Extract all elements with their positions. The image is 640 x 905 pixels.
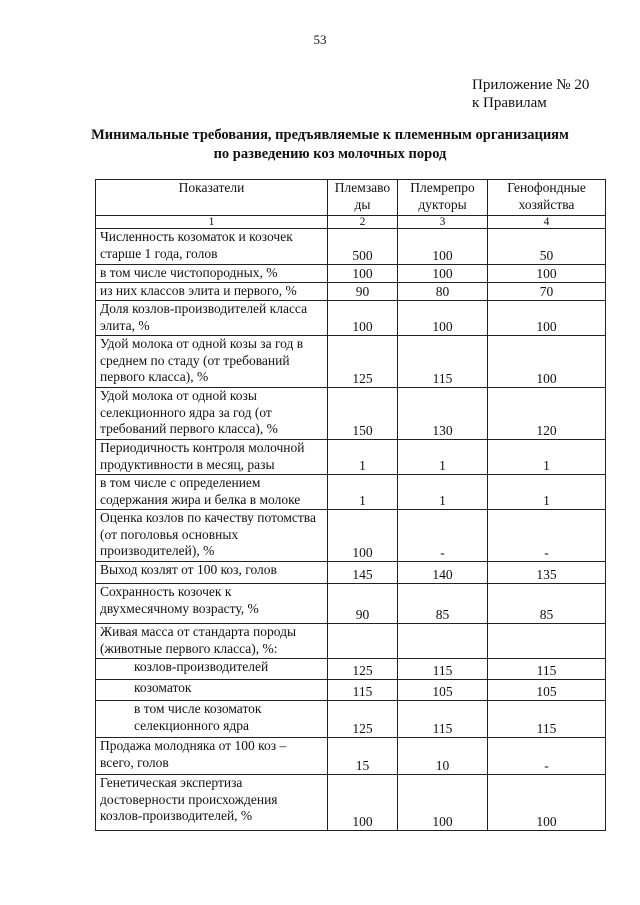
table-row: [96, 659, 606, 680]
row-label: Доля козлов-производителей класса элита, %: [96, 301, 328, 336]
row-label: Генетическая экспертиза достоверности происхождения козлов-производителей, %: [96, 775, 328, 831]
cell-value: 85: [398, 584, 488, 624]
cell-value: 115: [398, 659, 488, 680]
column-number: 2: [328, 216, 398, 229]
column-header-breeding-plants: Племзаво ды: [328, 180, 398, 216]
cell-value: 100: [398, 265, 488, 283]
cell-value: 15: [328, 738, 398, 775]
row-label: в том числе с определением содержания жира и белка в молоке: [96, 475, 328, 510]
cell-value: 1: [398, 475, 488, 510]
cell-value: 105: [398, 680, 488, 701]
cell-value: 90: [328, 283, 398, 301]
cell-value: 100: [328, 510, 398, 562]
cell-value: 115: [328, 680, 398, 701]
cell-value: -: [488, 510, 606, 562]
cell-value: [328, 624, 398, 659]
cell-value: 130: [398, 388, 488, 440]
row-label: Живая масса от стандарта породы (животные первого класса), %:: [96, 624, 328, 659]
cell-value: 1: [488, 440, 606, 475]
appendix-line-2: к Правилам: [472, 95, 547, 111]
cell-value: 135: [488, 562, 606, 584]
cell-value: 1: [488, 475, 606, 510]
cell-value: 100: [328, 775, 398, 831]
cell-value: 1: [398, 440, 488, 475]
cell-value: 100: [488, 336, 606, 388]
page-number: 53: [313, 32, 327, 47]
cell-value: 105: [488, 680, 606, 701]
cell-value: 125: [328, 701, 398, 738]
cell-value: -: [398, 510, 488, 562]
column-header-gene-pool-farms: Генофондные хозяйства: [488, 180, 606, 216]
cell-value: 80: [398, 283, 488, 301]
table-row: [96, 701, 606, 738]
cell-value: 125: [328, 659, 398, 680]
cell-value: 100: [488, 301, 606, 336]
cell-value: 100: [328, 265, 398, 283]
table-header-row: [96, 180, 606, 216]
cell-value: -: [488, 738, 606, 775]
table-row: [96, 624, 606, 659]
table-row: [96, 283, 606, 301]
document-title: [80, 126, 580, 164]
cell-value: 100: [398, 229, 488, 265]
column-number: 4: [488, 216, 606, 229]
cell-value: 120: [488, 388, 606, 440]
cell-value: 115: [488, 701, 606, 738]
document-title-line-1: Минимальные требования, предъявляемые к племенным организациям: [91, 127, 569, 143]
table-row: [96, 301, 606, 336]
cell-value: 100: [488, 775, 606, 831]
table-row: [96, 562, 606, 584]
cell-value: 90: [328, 584, 398, 624]
table-row: [96, 388, 606, 440]
cell-value: 100: [398, 775, 488, 831]
column-header-indicators: Показатели: [96, 180, 328, 216]
row-label: Численность козоматок и козочек старше 1 года, голов: [96, 229, 328, 265]
cell-value: 70: [488, 283, 606, 301]
column-number-row: [96, 216, 606, 229]
column-header-breeding-reproducers: Племрепро дукторы: [398, 180, 488, 216]
cell-value: 100: [398, 301, 488, 336]
cell-value: 145: [328, 562, 398, 584]
document-title-line-2: по разведению коз молочных пород: [213, 146, 447, 162]
column-number: 3: [398, 216, 488, 229]
row-label: Продажа молодняка от 100 коз – всего, голов: [96, 738, 328, 775]
cell-value: 500: [328, 229, 398, 265]
cell-value: 10: [398, 738, 488, 775]
cell-value: 115: [488, 659, 606, 680]
table-row: [96, 775, 606, 831]
cell-value: 115: [398, 336, 488, 388]
cell-value: 140: [398, 562, 488, 584]
cell-value: 115: [398, 701, 488, 738]
cell-value: 1: [328, 440, 398, 475]
cell-value: [398, 624, 488, 659]
cell-value: 1: [328, 475, 398, 510]
table-row: [96, 475, 606, 510]
requirements-table: [95, 179, 606, 831]
row-label: Периодичность контроля молочной продуктивности в месяц, разы: [96, 440, 328, 475]
row-label: в том числе чистопородных, %: [96, 265, 328, 283]
row-label: Удой молока от одной козы селекционного ядра за год (от требований первого класса), %: [96, 388, 328, 440]
cell-value: [488, 624, 606, 659]
cell-value: 100: [328, 301, 398, 336]
table-row: [96, 440, 606, 475]
row-label: Выход козлят от 100 коз, голов: [96, 562, 328, 584]
table-row: [96, 584, 606, 624]
column-number: 1: [96, 216, 328, 229]
table-row: [96, 336, 606, 388]
table-row: [96, 229, 606, 265]
cell-value: 125: [328, 336, 398, 388]
appendix-line-1: Приложение № 20: [472, 77, 590, 93]
table-row: [96, 265, 606, 283]
appendix-reference: [472, 76, 589, 112]
table-row: [96, 680, 606, 701]
cell-value: 150: [328, 388, 398, 440]
cell-value: 100: [488, 265, 606, 283]
row-label: в том числе козоматок селекционного ядра: [96, 701, 328, 738]
cell-value: 85: [488, 584, 606, 624]
table-row: [96, 738, 606, 775]
row-label: Сохранность козочек к двухмесячному возрасту, %: [96, 584, 328, 624]
row-label: Удой молока от одной козы за год в среднем по стаду (от требований первого класса), %: [96, 336, 328, 388]
cell-value: 50: [488, 229, 606, 265]
row-label: козлов-производителей: [96, 659, 328, 680]
row-label: козоматок: [96, 680, 328, 701]
table-row: [96, 510, 606, 562]
row-label: Оценка козлов по качеству потомства (от поголовья основных производителей), %: [96, 510, 328, 562]
row-label: из них классов элита и первого, %: [96, 283, 328, 301]
